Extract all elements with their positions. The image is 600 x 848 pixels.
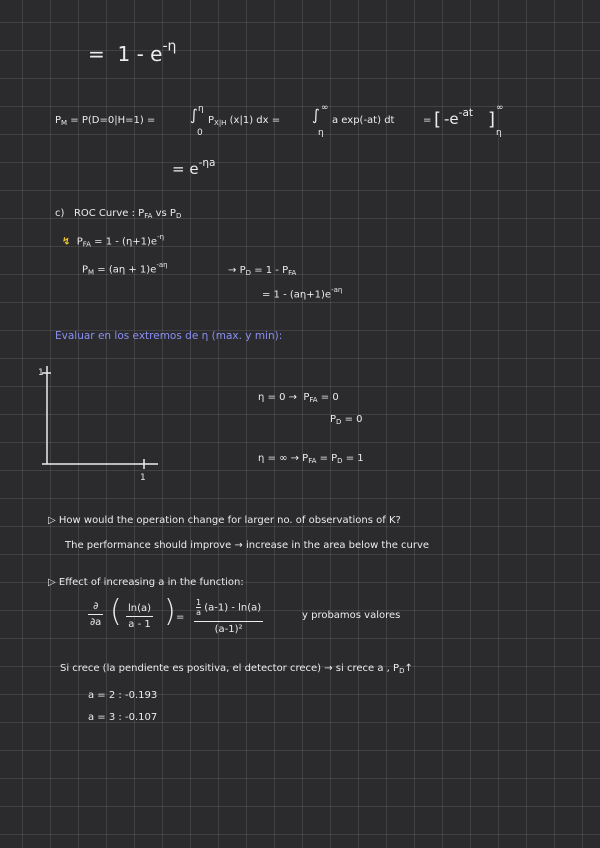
pm-eq3: = — [423, 115, 432, 126]
line1-exp: -η — [162, 38, 177, 55]
section-c-vs: vs — [155, 208, 167, 219]
eta-inf-mid: = — [319, 453, 328, 464]
eta-zero-line — [258, 393, 339, 403]
inner-den: a - 1 — [128, 619, 151, 630]
pd-lhs-sub: D — [245, 269, 251, 278]
observations-answer: The performance should improve → increase in the area below the curve — [65, 540, 430, 551]
pd-second-exp: -aη — [331, 286, 343, 294]
pm-pdf — [208, 116, 280, 126]
pm-result-eq: = e — [172, 160, 199, 178]
section-c-heading — [55, 209, 181, 219]
pm-integral2-sign: ∫ — [312, 106, 320, 124]
rhs-num-wrap — [194, 598, 263, 617]
conclusion — [60, 664, 413, 674]
pm-bracket-expr — [444, 107, 473, 128]
pfa-rhs-exp: -η — [157, 233, 165, 241]
eta-inf-lhs: η = ∞ → — [258, 453, 299, 464]
eta-zero-pfa-sub: FA — [309, 396, 318, 405]
pm-bracket-lower: η — [496, 128, 502, 138]
effect-question — [48, 578, 244, 588]
pd-rhs: = 1 - P — [254, 265, 289, 276]
line1-expr: 1 - e — [117, 42, 163, 66]
observations-question-text: How would the operation change for larger no. of observations of K? — [58, 515, 401, 526]
conclusion-pd: P — [393, 663, 400, 674]
pm-bracket-left: [ — [434, 109, 442, 130]
pfa-lhs-sub: FA — [82, 240, 91, 249]
pm-integral-sign: ∫ — [190, 106, 198, 124]
section-c-pfa: P — [138, 208, 145, 219]
pm2-rhs: = (aη + 1)e — [97, 264, 157, 276]
section-c-pfa-sub: FA — [144, 212, 153, 221]
eta-inf-pd: P — [331, 453, 338, 464]
conclusion-pd-sub: D — [399, 667, 405, 676]
pm-definition — [55, 116, 155, 126]
eta-inf-pd-sub: D — [337, 457, 343, 466]
value-row — [88, 691, 157, 701]
line1-expression — [88, 38, 177, 66]
pm-line2 — [82, 261, 168, 277]
eta-inf-line — [258, 454, 364, 464]
value-number: -0.193 — [124, 690, 158, 701]
pd-lhs: P — [239, 265, 246, 276]
section-c-pd-sub: D — [175, 212, 182, 221]
rhs-prefix-num: 1 — [196, 598, 202, 607]
pm2-lhs: P — [82, 264, 89, 276]
pm-def: = P(D=0|H=1) = — [70, 115, 156, 126]
eta-zero-pd-line — [330, 415, 363, 425]
eta-inf-pfa-sub: FA — [308, 457, 317, 466]
x-tick-label: 1 — [140, 473, 146, 483]
eta-zero-pd-val: = 0 — [344, 414, 363, 425]
inner-num: ln(a) — [128, 603, 152, 614]
pm-lhs: P — [55, 115, 62, 126]
pm-pdf-sub: X|H — [214, 119, 227, 128]
pm-integral-lower: 0 — [197, 128, 203, 138]
pm-bracket-exp: -at — [458, 107, 473, 120]
triangle-marker-icon-2: ▷ — [48, 577, 56, 588]
value-row — [88, 713, 157, 723]
inner-fraction — [126, 603, 153, 630]
effect-tail: y probamos valores — [302, 610, 401, 621]
pfa-lhs: P — [76, 236, 83, 248]
effect-question-text: Effect of increasing a in the function: — [58, 577, 244, 588]
rhs-prefix — [196, 598, 201, 617]
pm2-rhs-exp: -aη — [156, 261, 168, 269]
pm-lhs-sub: M — [61, 119, 68, 128]
rhs-num: (a-1) - ln(a) — [204, 602, 262, 614]
observations-question — [48, 516, 401, 526]
section-c-title: ROC Curve : — [73, 208, 135, 219]
value-label: a = 2 : — [88, 690, 122, 701]
deriv-num: ∂ — [93, 601, 99, 612]
pm-integral2-lower: η — [318, 128, 324, 138]
pd-rhs-sub: FA — [288, 269, 297, 278]
pd-derivation — [228, 266, 296, 276]
up-arrow-icon: ↑ — [404, 663, 413, 674]
deriv-eq: = — [176, 612, 185, 623]
pfa-line — [62, 233, 165, 249]
value-number: -0.107 — [124, 712, 158, 723]
pm-result — [172, 157, 216, 178]
pm-integral-upper: η — [198, 104, 204, 114]
evaluate-extremes: Evaluar en los extremos de η (max. y min): — [55, 330, 283, 342]
deriv-operator — [88, 601, 103, 628]
eta-zero-pd: P — [330, 414, 337, 425]
eta-inf-pfa: P — [302, 453, 309, 464]
pm-pdf-p: P — [208, 115, 215, 126]
triangle-marker-icon: ▷ — [48, 515, 56, 526]
pfa-rhs: = 1 - (η+1)e — [94, 236, 158, 248]
inner-bar — [126, 616, 153, 617]
pm-result-exp: -ηa — [198, 157, 216, 170]
left-paren: ( — [110, 594, 122, 629]
pm2-lhs-sub: M — [88, 268, 95, 277]
rhs-den: (a-1)² — [214, 624, 243, 635]
rhs-bar — [194, 621, 263, 622]
eta-inf-val: = 1 — [345, 453, 364, 464]
pm-integrand: a exp(-at) dt — [332, 115, 395, 126]
deriv-bar — [88, 614, 103, 615]
eta-zero-pfa: P — [303, 392, 310, 403]
deriv-den: ∂a — [90, 617, 102, 628]
rhs-fraction — [194, 598, 263, 635]
y-tick-label: 1 — [38, 368, 44, 378]
section-c-label: c) — [55, 208, 65, 219]
eta-zero-lhs: η = 0 → — [258, 392, 297, 403]
pm-bracket-expr-text: -e — [444, 110, 459, 128]
eta-zero-pfa-val: = 0 — [320, 392, 339, 403]
pd-arrow-icon: → — [228, 265, 237, 276]
pfa-bullet-icon: ↯ — [62, 236, 71, 248]
section-c-pd: P — [169, 208, 176, 219]
pm-integral2-upper: ∞ — [321, 103, 329, 113]
pm-pdf-args: (x|1) dx = — [229, 115, 281, 126]
pd-second-text: = 1 - (aη+1)e — [262, 289, 332, 301]
value-label: a = 3 : — [88, 712, 122, 723]
eta-zero-pd-sub: D — [336, 418, 342, 427]
pm-bracket-upper: ∞ — [496, 103, 504, 113]
conclusion-text: Si crece (la pendiente es positiva, el detector crece) → si crece a , — [60, 663, 390, 674]
right-paren: ) — [164, 594, 176, 629]
line1-eq: = — [88, 42, 105, 66]
rhs-prefix-den: a — [196, 608, 201, 617]
roc-axes-sketch — [36, 360, 176, 480]
pm-bracket-right: ] — [488, 109, 496, 130]
